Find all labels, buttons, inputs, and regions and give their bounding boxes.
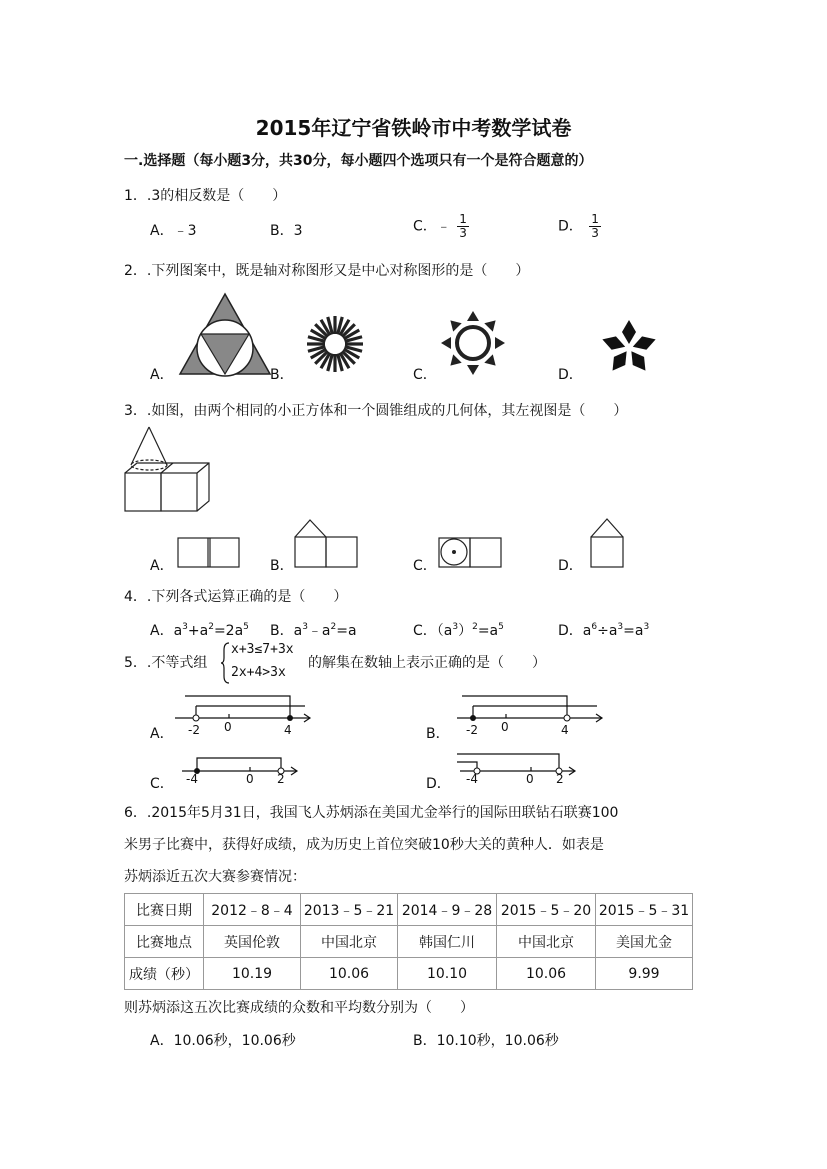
axis-c-tick-3: 2 (277, 772, 285, 786)
q2-option-b[interactable]: B． (270, 367, 294, 383)
axis-b-tick-3: 4 (561, 723, 569, 737)
q1-option-c-label: C．﹣ (413, 218, 451, 235)
fraction-one-third: $\frac{1}{3}$ (459, 212, 467, 240)
q3-view-d (590, 515, 626, 569)
brace-symbol (220, 642, 230, 684)
axis-a-tick-2: 0 (224, 720, 232, 734)
question-6-line-3: 苏炳添近五次大赛参赛情况： (124, 869, 306, 885)
results-table (124, 893, 693, 990)
question-2-stem: 2．.下列图案中，既是轴对称图形又是中心对称图形的是（ ） (124, 263, 530, 279)
system-line-2: 2x+4>3x (231, 665, 286, 680)
table-row: 比赛地点 英国伦敦 中国北京 韩国仁川 中国北京 美国尤金 (125, 926, 693, 958)
q1-option-b[interactable]: B．3 (270, 223, 303, 239)
axis-c-tick-2: 0 (246, 772, 254, 786)
question-6-prompt: 则苏炳添这五次比赛成绩的众数和平均数分别为（ ） (124, 1000, 474, 1016)
question-1-stem: 1．.3的相反数是（ ） (124, 188, 287, 204)
q2-option-c[interactable]: C． (413, 367, 437, 383)
q3-view-b (294, 515, 360, 569)
axis-d-tick-2: 0 (526, 772, 534, 786)
q4-option-a[interactable]: A．$a^3+a^2=2a^5$ (150, 622, 249, 639)
q2-option-a[interactable]: A． (150, 367, 174, 383)
q2-figure-c (440, 310, 506, 376)
question-6-line-2: 米男子比赛中，获得好成绩，成为历史上首位突破10秒大关的黄种人．如表是 (124, 837, 604, 853)
axis-a-tick-1: -2 (188, 723, 200, 737)
axis-d-tick-1: -4 (466, 772, 478, 786)
axis-b-tick-2: 0 (501, 720, 509, 734)
q3-solid-figure (124, 425, 216, 513)
q1-option-c[interactable] (413, 213, 469, 240)
q6-option-a[interactable]: A．10.06秒，10.06秒 (150, 1033, 296, 1049)
question-3-stem: 3．.如图，由两个相同的小正方体和一个圆锥组成的几何体，其左视图是（ ） (124, 403, 628, 419)
table-row: 比赛日期 2012﹣8﹣4 2013﹣5﹣21 2014﹣9﹣28 2015﹣5﹣20 2015﹣5﹣31 (125, 894, 693, 926)
q2-figure-a (178, 292, 272, 378)
q6-option-b[interactable]: B．10.10秒，10.06秒 (413, 1033, 559, 1049)
q5-option-a[interactable]: A． (150, 726, 174, 742)
q4-option-b[interactable]: B．$a^3﹣a^2=a$ (270, 622, 357, 639)
q2-figure-d (594, 318, 664, 376)
question-4-stem: 4．.下列各式运算正确的是（ ） (124, 589, 348, 605)
question-5-stem-end: 的解集在数轴上表示正确的是（ ） (308, 655, 546, 671)
q2-figure-b (298, 314, 372, 374)
axis-b-tick-1: -2 (466, 723, 478, 737)
page-title: 2015年辽宁省铁岭市中考数学试卷 (255, 116, 572, 140)
q2-option-d[interactable]: D． (558, 367, 583, 383)
q3-view-c (438, 537, 504, 569)
q3-option-b[interactable]: B． (270, 558, 294, 574)
system-line-1: x+3≤7+3x (231, 642, 294, 657)
axis-c-tick-1: -4 (186, 772, 198, 786)
q3-option-d[interactable]: D． (558, 558, 583, 574)
q3-option-c[interactable]: C． (413, 558, 437, 574)
q3-option-a[interactable]: A． (150, 558, 174, 574)
q1-option-d[interactable] (558, 213, 601, 240)
axis-a-tick-3: 4 (284, 723, 292, 737)
q3-view-a (177, 537, 241, 569)
question-5-stem-start: 5．.不等式组 (124, 655, 208, 671)
axis-d-tick-3: 2 (556, 772, 564, 786)
q4-option-c[interactable]: C．$(a^3)^2=a^5$ (413, 622, 504, 639)
section-heading: 一.选择题（每小题3分，共30分，每小题四个选项只有一个是符合题意的） (124, 153, 593, 169)
question-6-line-1: 6．.2015年5月31日，我国飞人苏炳添在美国尤金举行的国际田联钻石联赛100 (124, 805, 619, 821)
q5-option-c[interactable]: C． (150, 776, 174, 792)
q4-option-d[interactable]: D．$a^6\div a^3=a^3$ (558, 622, 650, 639)
q5-option-d[interactable]: D． (426, 776, 451, 792)
q1-option-a[interactable]: A．﹣3 (150, 223, 197, 239)
q5-option-b[interactable]: B． (426, 726, 450, 742)
q1-option-d-label: D． (558, 218, 583, 235)
table-row: 成绩（秒） 10.19 10.06 10.10 10.06 9.99 (125, 958, 693, 990)
fraction-one-third: $\frac{1}{3}$ (591, 212, 599, 240)
